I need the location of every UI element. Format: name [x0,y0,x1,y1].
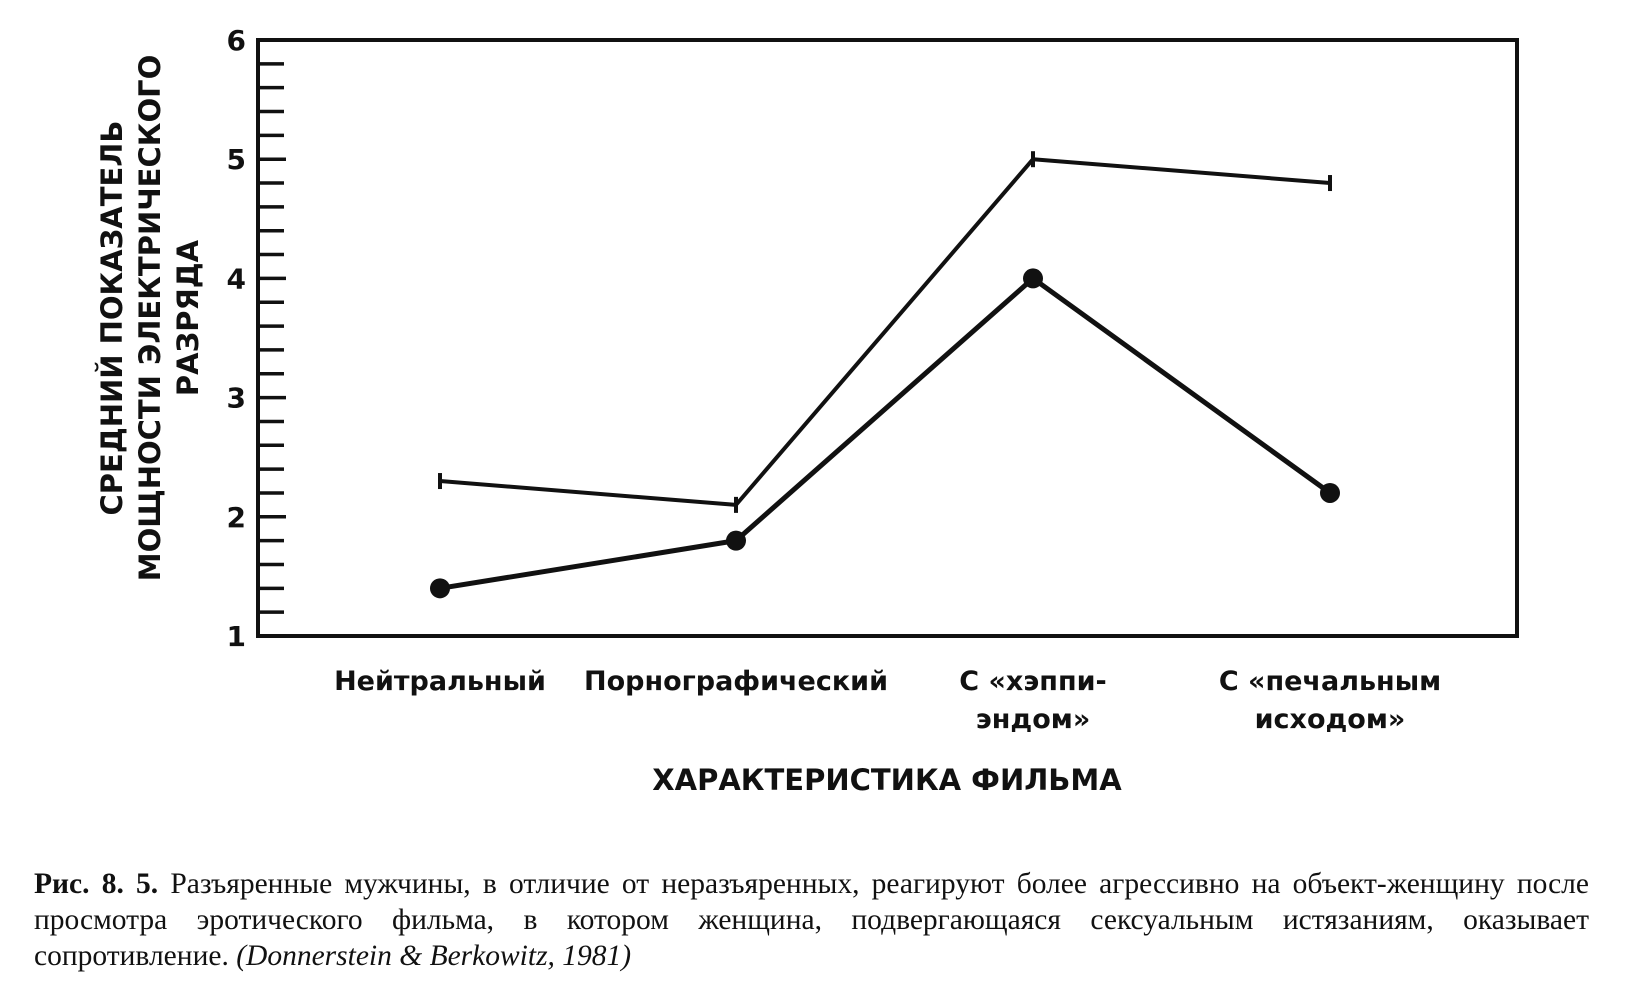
y-axis-title-line: МОЩНОСТИ ЭЛЕКТРИЧЕСКОГО [133,54,167,582]
y-axis-tick-labels [227,24,246,653]
y-tick-label: 5 [226,143,246,177]
y-tick-label: 4 [226,262,246,296]
x-category-label: исходом» [1254,704,1406,735]
y-tick-label: 3 [226,381,246,415]
y-axis-ticks [258,40,286,636]
x-category-label: С «печальным [1218,666,1442,697]
caption-citation: (Donnerstein & Berkowitz, 1981) [236,940,632,972]
x-category-label: Нейтральный [334,666,546,697]
y-tick-label: 2 [226,500,246,534]
data-point-dot [430,578,450,598]
data-point-dot [1023,268,1043,288]
y-tick-label: 6 [226,24,246,57]
y-axis-title [95,55,205,582]
data-point-dot [726,531,746,551]
x-axis-title: ХАРАКТЕРИСТИКА ФИЛЬМА [652,763,1122,797]
caption-text: Разъяренные мужчины, в отличие от неразъяренных, реагируют более агрессивно на объект-женщину после просмотра эротического фильма, в котором женщина, подвергающаяся сексуальным истязаниям, оказывает сопротивление. [34,868,1589,972]
y-tick-label: 1 [226,620,246,653]
series-layer [430,151,1340,598]
figure-label: Рис. 8. 5. [34,868,159,900]
series-line [440,278,1330,588]
x-category-label: С «хэппи- [959,666,1107,697]
figure-caption [34,866,1589,974]
x-category-label: Порнографический [583,666,889,697]
x-category-label: эндом» [975,704,1091,735]
x-axis-category-labels [334,666,1441,735]
series-line [440,159,1330,505]
data-point-dot [1320,483,1340,503]
plot-frame [258,40,1517,636]
y-axis-title-line: СРЕДНИЙ ПОКАЗАТЕЛЬ [95,120,129,516]
y-axis-title-line: РАЗРЯДА [171,239,205,397]
